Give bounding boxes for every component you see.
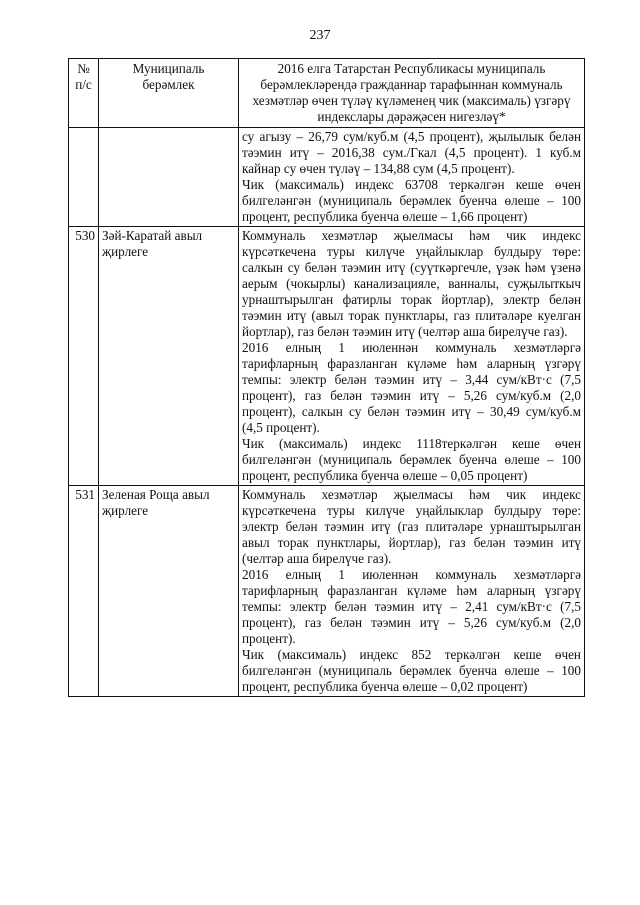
header-number: № п/с [69,59,99,128]
paragraph: Чик (максималь) индекс 63708 теркәлгән кеше өчен билгеләнгән (муниципаль берәмлек буенча өлеше – 100 процент, республика буенча өлеше – 1,66 процент) [242,177,581,224]
table-row [69,128,585,227]
paragraph: су агызу – 26,79 сум/куб.м (4,5 процент), җылылык белән тәэмин итү – 2016,38 сум./Гкал (4,5 процент). 1 куб.м кайнар су өчен түләү – 134,88 сум (4,5 процент). [242,129,581,176]
row-municipality: Зеленая Роща авыл җирлеге [99,486,239,697]
paragraph: Коммуналь хезмәтләр җыелмасы һәм чик индекс күрсәткечена туры килүче уңайлыклар булдыру төре: салкын су белән тәэмин итү (суүткәргечле, үзәк һәм үзенә аерым (чокырлы) канализацияле, ванналы, суҗылыткыч урнаштырылган фатирлы торак йортлар), электр белән тәэмин итү (авыл торак пунктлары, газ плитәләре куелган йортлар), газ белән тәэмин итү (челтәр аша бирелүче газ). [242,228,581,339]
paragraph: 2016 елның 1 июленнән коммуналь хезмәтләргә тарифларның фаразланган күләме һәм аларның үзгәрү темпы: электр белән тәэмин итү – 2,41 сум/кВт·с (7,5 процент), газ белән тәэмин итү – 5,26 сум/куб.м (2,0 процент). [242,567,581,646]
paragraph: Чик (максималь) индекс 852 теркәлгән кеше өчен билгеләнгән (муниципаль берәмлек буенча өлеше – 100 процент, республика буенча өлеше – 0,02 процент) [242,647,581,694]
table-header-row [69,59,585,128]
header-municipality: Муниципаль берәмлек [99,59,239,128]
row-number: 531 [69,486,99,697]
row-description [239,486,585,697]
row-description [239,227,585,486]
row-description [239,128,585,227]
tariff-table [68,58,585,697]
page-number: 237 [309,28,331,43]
row-municipality: Зәй-Каратай авыл җирлеге [99,227,239,486]
row-number: 530 [69,227,99,486]
header-description: 2016 елга Татарстан Республикасы муниципаль берәмлекләрендә гражданнар тарафыннан коммуналь хезмәтләр өчен түләү күләменең чик (максималь) үзгәрү индекслары дәрәҗәсен нигезләү* [239,59,585,128]
row-number [69,128,99,227]
row-municipality [99,128,239,227]
table-row [69,227,585,486]
table-row [69,486,585,697]
paragraph: Коммуналь хезмәтләр җыелмасы һәм чик индекс күрсәткечена туры килүче уңайлыклар булдыру төре: электр белән тәэмин итү (газ плитәләре урнаштырылган авыл торак пунктлары, йортлар), газ белән тәэмин итү (челтәр аша бирелүче газ). [242,487,581,566]
paragraph: 2016 елның 1 июленнән коммуналь хезмәтләргә тарифларның фаразланган күләме һәм аларның үзгәрү темпы: электр белән тәэмин итү – 3,44 сум/кВт·с (7,5 процент), газ белән тәэмин итү – 5,26 сум/куб.м (2,0 процент), салкын су белән тәэмин итү – 30,49 сум/куб.м (4,5 процент). [242,340,581,435]
paragraph: Чик (максималь) индекс 1118теркәлгән кеше өчен билгеләнгән (муниципаль берәмлек буенча өлеше – 100 процент, республика буенча өлеше – 0,05 процент) [242,436,581,483]
